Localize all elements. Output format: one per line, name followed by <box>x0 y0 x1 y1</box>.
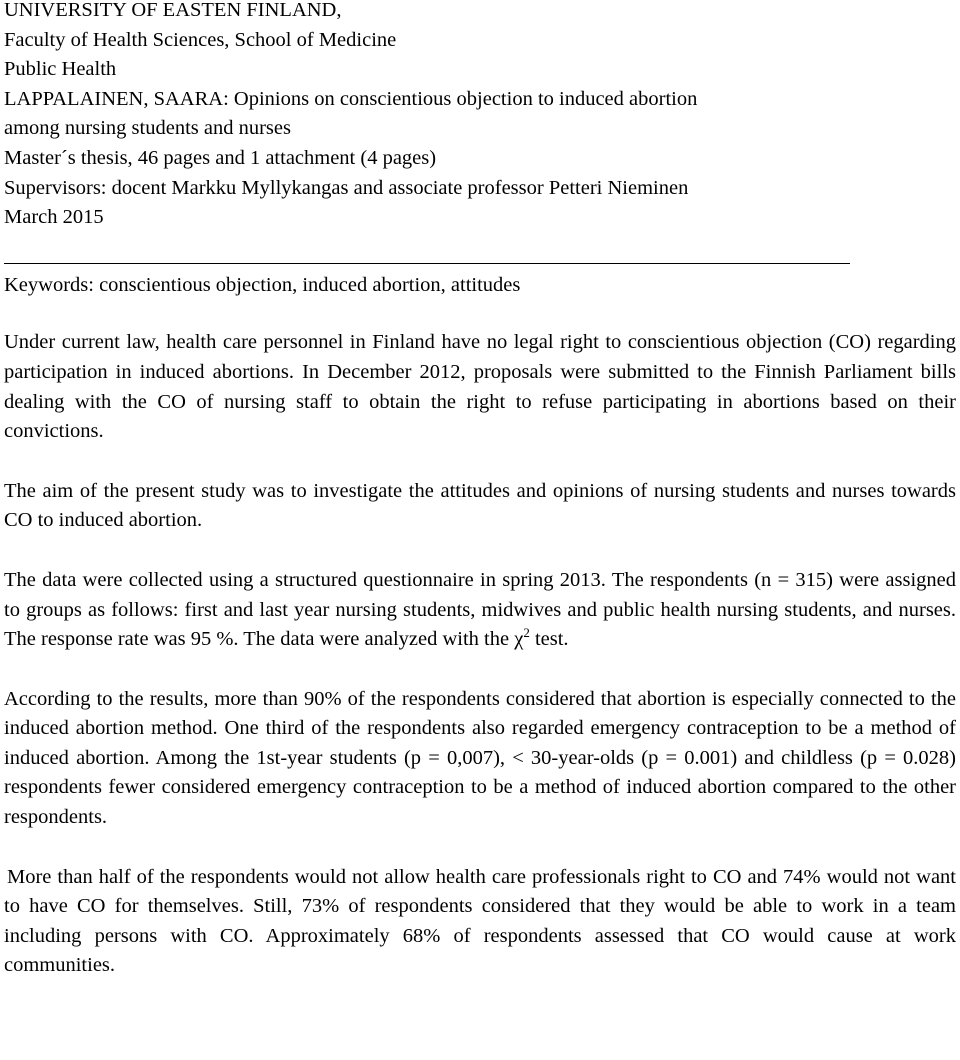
abstract-paragraph-findings: More than half of the respondents would not allow health care professionals right to CO and 74% would not want to have CO for themselves. Still, 73% of respondents considered that they would be able to work in a team including persons with CO. Approximately 68% of respondents assessed that CO would cause at work communities. <box>4 865 956 977</box>
keywords: Keywords: conscientious objection, induced abortion, attitudes <box>4 273 521 296</box>
document-page <box>4 0 956 981</box>
methods-text: The data were collected using a structured questionnaire in spring 2013. The respondents (n = 315) were assigned to groups as follows: first and last year nursing students, midwives and public health nursing students, and nurses. The response rate was 95 %. The data were analyzed with the <box>4 568 956 651</box>
author-title-line-2: among nursing students and nurses <box>4 117 291 140</box>
horizontal-rule <box>4 263 850 264</box>
chi-letter: χ <box>514 628 524 651</box>
abstract-paragraph-background: Under current law, health care personnel in Finland have no legal right to conscientious objection (CO) regarding participation in induced abortions. In December 2012, proposals were submitted to the Finnish Parliament bills dealing with the CO of nursing staff to obtain the right to refuse participating in abortions based on their convictions. <box>4 331 956 443</box>
methods-text-end: test. <box>529 628 569 651</box>
department-name: Public Health <box>4 58 117 81</box>
thesis-date: March 2015 <box>4 206 104 229</box>
thesis-info: Master´s thesis, 46 pages and 1 attachment (4 pages) <box>4 146 437 169</box>
university-name: UNIVERSITY OF EASTEN FINLAND, <box>4 0 342 21</box>
thesis-header <box>4 0 956 233</box>
chi-square-symbol <box>514 625 530 651</box>
abstract-paragraph-results: According to the results, more than 90% of the respondents considered that abortion is especially connected to the induced abortion method. One third of the respondents also regarded emergency contraception to be a method of induced abortion. Among the 1st-year students (p = 0,007), < 30-year-olds (p = 0.001) and childless (p = 0.028) respondents fewer considered emergency contraception to be a method of induced abortion compared to the other respondents. <box>4 687 956 829</box>
author-title-line-1: LAPPALAINEN, SAARA: Opinions on conscientious objection to induced abortion <box>4 87 698 110</box>
abstract-paragraph-aim: The aim of the present study was to investigate the attitudes and opinions of nursing students and nurses towards CO to induced abortion. <box>4 479 956 532</box>
supervisors: Supervisors: docent Markku Myllykangas and associate professor Petteri Nieminen <box>4 176 689 199</box>
chi-superscript: 2 <box>523 625 530 641</box>
abstract-paragraph-methods <box>4 566 956 655</box>
faculty-name: Faculty of Health Sciences, School of Medicine <box>4 28 397 51</box>
